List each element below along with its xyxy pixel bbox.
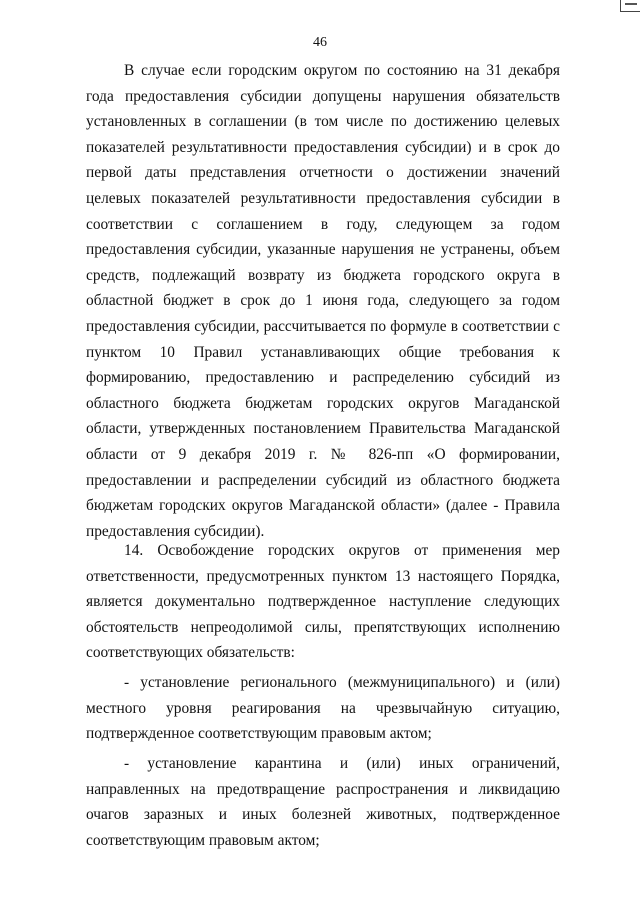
corner-stamp-mark bbox=[620, 0, 640, 12]
paragraph-14-exemption: 14. Освобождение городских округов от применения мер ответственности, предусмотренных пунктом 13 настоящего Порядка, является документально подтвержденное наступление следующих обстоятельств непреодолимой силы, препятствующих исполнению соответствующих обязательств: bbox=[86, 542, 560, 662]
page-number: 46 bbox=[313, 35, 327, 50]
paragraph-subsidy-violation: В случае если городским округом по состоянию на 31 декабря года предоставления субсидии допущены нарушения обязательств установленных в соглашении (в том числе по достижению целевых показателей результативности предоставления субсидии) и в срок до первой даты представления отчетности о достижении значений целевых показателей результативности предоставления субсидии в соответствии с соглашением в году, следующем за годом предоставления субсидии, указанные нарушения не устранены, объем средств, подлежащий возврату из бюджета городского округа в областной бюджет в срок до 1 июня года, следующего за годом предоставления субсидии, рассчитывается по формуле в соответствии с пунктом 10 Правил устанавливающих общие требования к формированию, предоставлению и распределению субсидий из областного бюджета бюджетам городских округов Магаданской области, утвержденных постановлением Правительства Магаданской области от 9 декабря 2019 г. № 826-пп «О формировании, предоставлении и распределении субсидий из областного бюджета бюджетам городских округов Магаданской области» (далее - Правила предоставления субсидии). bbox=[86, 62, 560, 540]
list-item-emergency-response: - установление регионального (межмуниципального) и (или) местного уровня реагирования на чрезвычайную ситуацию, подтвержденное соответствующим правовым актом; bbox=[86, 674, 560, 743]
list-item-quarantine: - установление карантина и (или) иных ограничений, направленных на предотвращение распространения и ликвидацию очагов заразных и иных болезней животных, подтвержденное соответствующим правовым актом; bbox=[86, 755, 560, 849]
